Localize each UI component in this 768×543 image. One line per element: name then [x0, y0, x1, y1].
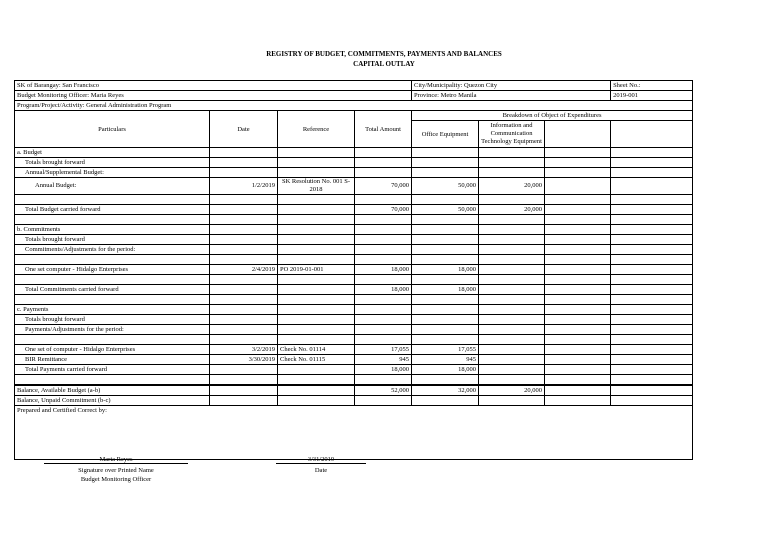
- table-row: Annual Budget: 1/2/2019 SK Resolution No. 001 S-2018 70,000 50,000 20,000: [15, 178, 693, 195]
- date-caption: Date: [314, 467, 328, 474]
- col-reference: Reference: [278, 111, 355, 148]
- city: City/Municipality: Quezon City: [412, 81, 611, 91]
- sk-barangay: SK of Barangay: San Francisco: [15, 81, 412, 91]
- balance-available-row: Balance, Available Budget (a-b) 52,000 32,000 20,000: [15, 385, 693, 396]
- signature-role: Budget Monitoring Officer: [80, 476, 152, 483]
- col-office-equipment: Office Equipment: [412, 121, 479, 148]
- program: Program/Project/Activity: General Administration Program: [15, 101, 693, 111]
- payments-label-row: [15, 305, 693, 315]
- col-date: Date: [210, 111, 278, 148]
- col-breakdown: Breakdown of Object of Expenditures: [412, 111, 693, 121]
- report-title: REGISTRY OF BUDGET, COMMITMENTS, PAYMENTS AND BALANCES: [266, 50, 502, 58]
- date-block: [276, 456, 366, 474]
- table-row: Payments/Adjustments for the period:: [15, 325, 693, 335]
- table-row: Totals brought forward: [15, 235, 693, 245]
- signature-name: Maria Reyes: [44, 456, 188, 464]
- sheet-label: Sheet No.:: [611, 81, 693, 91]
- report-subtitle: CAPITAL OUTLAY: [353, 60, 415, 68]
- table-row: One set computer - Hidalgo Enterprises 2/4/2019 PO 2019-01-001 18,000 18,000: [15, 265, 693, 275]
- sheet-no: 2019-001: [611, 91, 693, 101]
- balance-unpaid-label: Balance, Unpaid Commitment (b-c): [15, 396, 210, 406]
- table-row: [15, 335, 693, 345]
- header-row-3: [15, 101, 693, 111]
- table-row: Commitments/Adjustments for the period:: [15, 245, 693, 255]
- province: Province: Metro Manila: [412, 91, 611, 101]
- commitments-label-row: [15, 225, 693, 235]
- budget-label: a. Budget: [15, 148, 210, 158]
- commitments-label: b. Commitments: [15, 225, 210, 235]
- col-particulars: Particulars: [15, 111, 210, 148]
- table-row: Total Budget carried forward 70,000 50,000 20,000: [15, 205, 693, 215]
- balance-available-label: Balance, Available Budget (a-b): [15, 385, 210, 396]
- balance-unpaid-row: [15, 396, 693, 406]
- table-row: One set of computer - Hidalgo Enterprises 3/2/2019 Check No. 01114 17,055 17,055: [15, 345, 693, 355]
- col-total-amount: Total Amount: [355, 111, 412, 148]
- prepared-row: [15, 406, 693, 416]
- prepared-label: Prepared and Certified Correct by:: [15, 406, 693, 416]
- table-row: Total Commitments carried forward 18,000 18,000: [15, 285, 693, 295]
- table-row: BIR Remittance 3/30/2019 Check No. 01115 945 945: [15, 355, 693, 365]
- payments-label: c. Payments: [15, 305, 210, 315]
- table-row: [15, 195, 693, 205]
- table-row: [15, 215, 693, 225]
- table-row: [15, 255, 693, 265]
- budget-label-row: [15, 148, 693, 158]
- signature-block: [36, 456, 196, 483]
- officer: Budget Monitoring Officer: Maria Reyes: [15, 91, 412, 101]
- table-row: Totals brought forward: [15, 158, 693, 168]
- table-row: Totals brought forward: [15, 315, 693, 325]
- table-row: [15, 295, 693, 305]
- header-row-2: [15, 91, 693, 101]
- signature-caption: Signature over Printed Name: [78, 467, 154, 474]
- column-header-row-1: [15, 111, 693, 121]
- table-row: Annual/Supplemental Budget:: [15, 168, 693, 178]
- registry-table: [14, 80, 693, 460]
- table-row: Total Payments carried forward 18,000 18,000: [15, 365, 693, 375]
- table-row: [15, 375, 693, 386]
- table-row: [15, 275, 693, 285]
- signature-area: [15, 415, 693, 460]
- signature-date: 3/31/2019: [276, 456, 366, 464]
- col-ict: Information and Communication Technology Equipment: [479, 121, 545, 148]
- header-row-1: [15, 81, 693, 91]
